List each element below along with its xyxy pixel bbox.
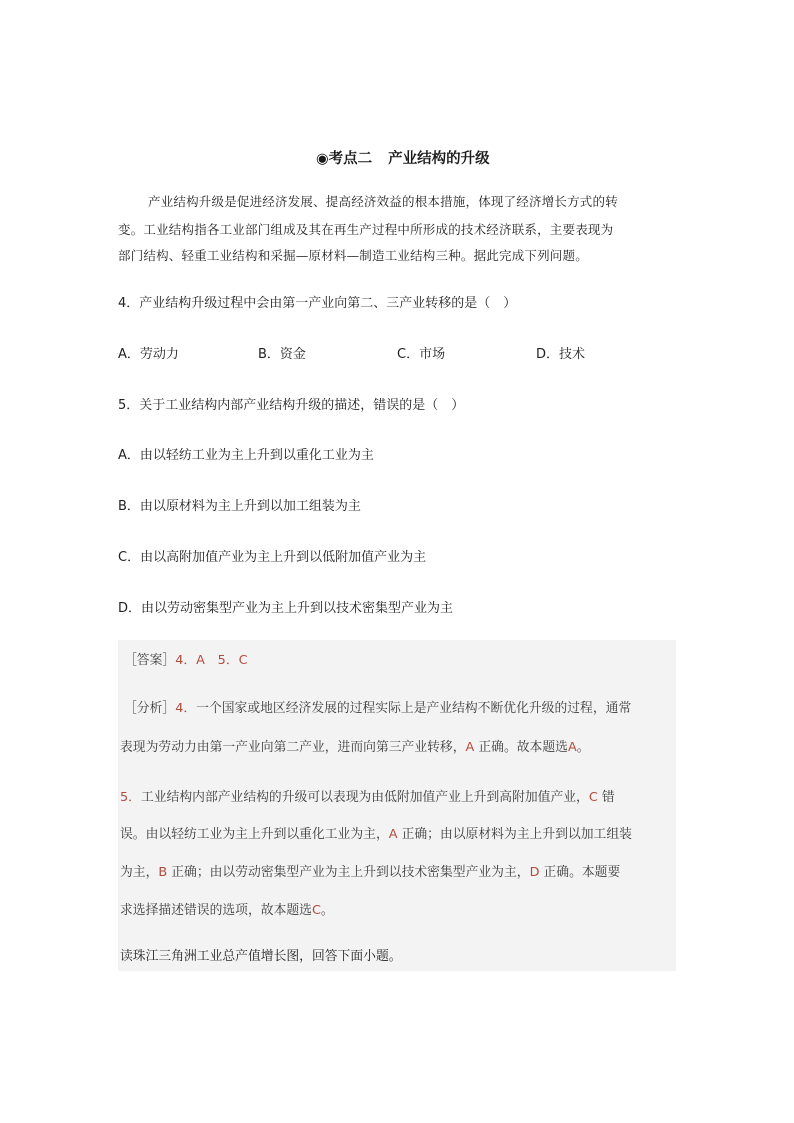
- question-4-option-a: A．劳动力: [118, 347, 179, 362]
- analysis-p2-text-1a: 工业结构内部产业结构的升级可以表现为由低附加值产业上升到高附加值产业，: [140, 790, 589, 805]
- analysis-p2-line-4: [120, 899, 334, 918]
- analysis-p1-text-1: 一个国家或地区经济发展的过程实际上是产业结构不断优化升级的过程，通常: [196, 701, 632, 716]
- title-marker-icon: ◉: [316, 151, 329, 167]
- title-topic: 产业结构的升级: [388, 151, 490, 167]
- intro-line-1: 产业结构升级是促进经济发展、提高经济效益的根本措施，体现了经济增长方式的转: [148, 194, 618, 209]
- analysis-p1-text-2a: 表现为劳动力由第一产业向第二产业，进而向第三产业转移，: [120, 740, 466, 755]
- answer-value: 4．A 5．C: [175, 653, 248, 668]
- analysis-p2-number: 5．: [120, 790, 141, 805]
- question-5-option-c: C．由以高附加值产业为主上升到以低附加值产业为主: [118, 550, 427, 565]
- question-4-option-b: B．资金: [258, 347, 306, 362]
- intro-line-3: 部门结构、轻重工业结构和采掘—原材料—制造工业结构三种。据此完成下列问题。: [118, 248, 588, 263]
- answer-label: ［答案］: [124, 653, 176, 668]
- analysis-label: ［分析］: [124, 701, 176, 716]
- question-5-option-b: B．由以原材料为主上升到以加工组装为主: [118, 499, 361, 514]
- analysis-p2-text-1b: C: [588, 790, 598, 805]
- intro-line-2: 变。工业结构指各工业部门组成及其在再生产过程中所形成的技术经济联系，主要表现为: [118, 222, 614, 237]
- analysis-p2-text-4a: 求选择描述错误的选项，故本题选: [120, 903, 312, 918]
- analysis-p2-text-4b: C: [311, 903, 321, 918]
- analysis-p2-text-3b: B: [158, 865, 168, 880]
- analysis-p1-text-2b: A: [465, 740, 475, 755]
- analysis-p2-text-1c: 错: [597, 790, 615, 805]
- analysis-p1-text-2e: 。: [576, 740, 590, 755]
- analysis-p1-text-2d: A: [567, 740, 577, 755]
- analysis-p1-line-2: [120, 736, 590, 755]
- question-4-option-c: C．市场: [397, 347, 446, 362]
- analysis-p1-line-1: [124, 697, 631, 716]
- analysis-p2-text-2b: A: [388, 827, 398, 842]
- analysis-p1-text-2c: 正确。故本题选: [474, 740, 568, 755]
- question-5-option-d: D．由以劳动密集型产业为主上升到以技术密集型产业为主: [118, 601, 454, 616]
- analysis-p2-line-3: [120, 861, 620, 880]
- title-heading: 考点二: [328, 151, 373, 167]
- analysis-p2-text-2c: 正确；由以原材料为主上升到以加工组装: [397, 827, 632, 842]
- section-title: [316, 147, 490, 168]
- analysis-p2-text-2a: 误。由以轻纺工业为主上升到以重化工业为主，: [120, 827, 389, 842]
- analysis-p2-text-3a: 为主，: [120, 865, 159, 880]
- analysis-p2-text-3c: 正确；由以劳动密集型产业为主上升到以技术密集型产业为主，: [167, 865, 530, 880]
- next-question-prompt: 读珠江三角洲工业总产值增长图，回答下面小题。: [120, 949, 402, 964]
- answer-line: [124, 649, 248, 668]
- answer-panel: [118, 640, 676, 971]
- analysis-p2-text-4c: 。: [320, 903, 334, 918]
- question-4-stem: 4．产业结构升级过程中会由第一产业向第二、三产业转移的是（ ）: [118, 296, 517, 311]
- question-5-option-a: A．由以轻纺工业为主上升到以重化工业为主: [118, 448, 374, 463]
- analysis-p2-line-2: [120, 823, 632, 842]
- analysis-p1-number: 4．: [175, 701, 197, 716]
- question-5-stem: 5．关于工业结构内部产业结构升级的描述，错误的是（ ）: [118, 398, 465, 413]
- question-4-option-d: D．技术: [536, 347, 586, 362]
- analysis-p2-text-3e: 正确。本题要: [539, 865, 621, 880]
- analysis-p2-text-3d: D: [529, 865, 540, 880]
- analysis-p2-line-1: [120, 786, 615, 805]
